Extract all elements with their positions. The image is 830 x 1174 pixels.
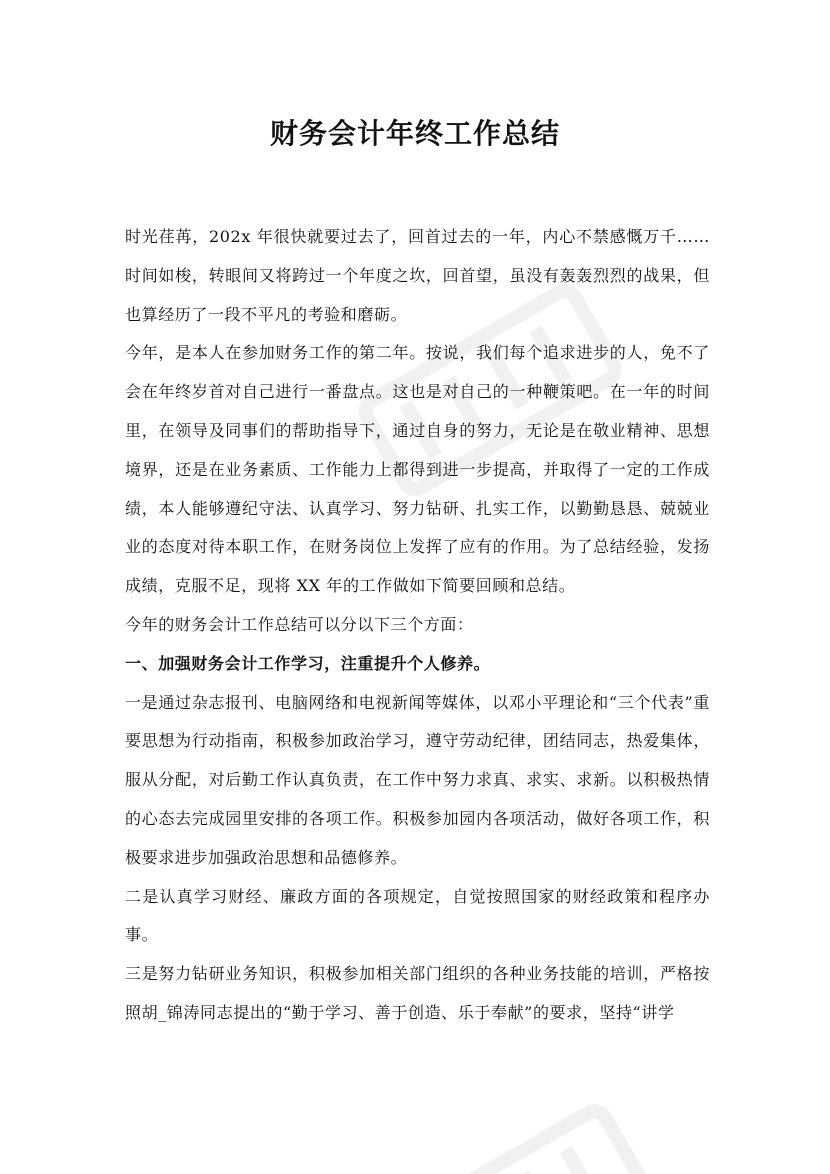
paragraph-point-2: 二是认真学习财经、廉政方面的各项规定，自觉按照国家的财经政策和程序办事。	[125, 886, 710, 945]
paragraph-intro: 时光荏苒，202x 年很快就要过去了，回首过去的一年，内心不禁感慨万千……时间如梭，转眼间又将跨过一个年度之坎，回首望，虽没有轰轰烈烈的战果，但也算经历了一段不平凡的考验和磨砺。	[125, 227, 710, 324]
paragraph-point-1: 一是通过杂志报刊、电脑网络和电视新闻等媒体，以邓小平理论和“三个代表”重要思想为行动指南，积极参加政治学习，遵守劳动纪律，团结同志，热爱集体，服从分配，对后勤工作认真负责，在工作中努力求真、求实、求新。以积极热情的心态去完成园里安排的各项工作。积极参加园内各项活动，做好各项工作，积极要求进步加强政治思想和品德修养。	[125, 692, 710, 867]
section-heading-1: 一、加强财务会计工作学习，注重提升个人修养。	[125, 653, 491, 673]
document-title: 财务会计年终工作总结	[269, 117, 560, 150]
paragraph-overview: 今年，是本人在参加财务工作的第二年。按说，我们每个追求进步的人，免不了会在年终岁首对自己进行一番盘点。这也是对自己的一种鞭策吧。在一年的时间里，在领导及同事们的帮助指导下，通过自身的努力，无论是在敬业精神、思想境界，还是在业务素质、工作能力上都得到进一步提高，并取得了一定的工作成绩，本人能够遵纪守法、认真学习、努力钻研、扎实工作，以勤勤恳恳、兢兢业业的态度对待本职工作，在财务岗位上发挥了应有的作用。为了总结经验，发扬成绩，克服不足，现将 XX 年的工作做如下简要回顾和总结。	[125, 343, 710, 596]
watermark-seal-icon	[360, 1050, 680, 1174]
document-body	[125, 218, 710, 1033]
paragraph-three-aspects: 今年的财务会计工作总结可以分以下三个方面：	[125, 614, 474, 634]
paragraph-point-3: 三是努力钻研业务知识，积极参加相关部门组织的各种业务技能的培训，严格按照胡_锦涛同志提出的“勤于学习、善于创造、乐于奉献”的要求，坚持“讲学	[125, 964, 710, 1022]
